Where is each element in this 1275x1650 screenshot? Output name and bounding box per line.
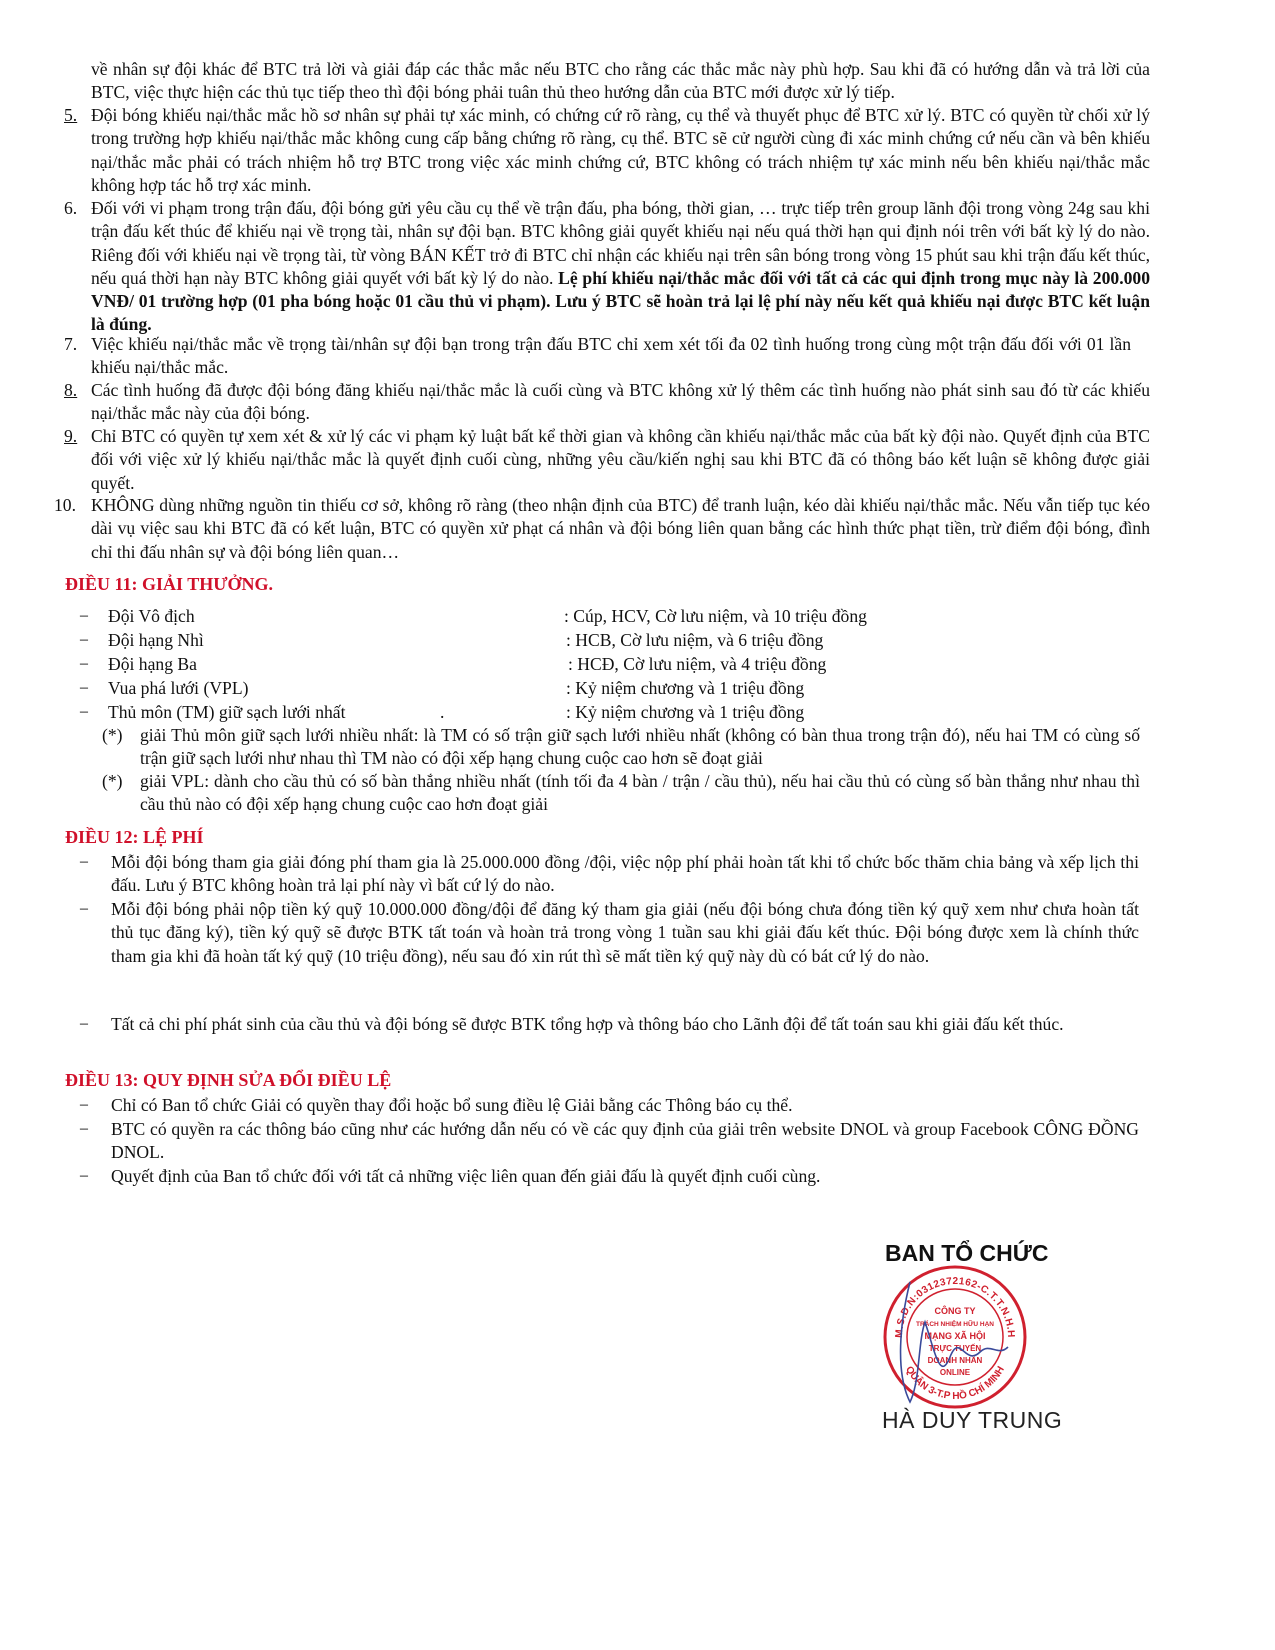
amendment-bullet: − — [79, 1119, 89, 1139]
rule-7-number: 7. — [64, 334, 78, 354]
amendment-bullet: − — [79, 1095, 89, 1115]
article-11-heading: ĐIỀU 11: GIẢI THƯỞNG. — [65, 574, 274, 594]
company-seal — [880, 1262, 1030, 1412]
fee-item: Mỗi đội bóng phải nộp tiền ký quỹ 10.000.000 đồng/đội để đăng ký tham gia giải (nếu đội bóng chưa đóng tiền ký quỹ xem như chưa hoàn tất thủ tục đăng ký), tiền ký quỹ sẽ được BTK tất toán và hoàn trả trong vòng 1 tuần sau khi giải đấu kết thúc. Đội bóng được xem là chính thức tham gia khi đã hoàn tất ký quỹ (10 triệu đồng), nếu sau đó xin rút thì sẽ mất tiền ký quỹ này dù có bát cứ lý do nào. — [111, 899, 1139, 966]
amendment-item: BTC có quyền ra các thông báo cũng như các hướng dẫn nếu có về các quy định của giải trên website DNOL và group Facebook CÔNG ĐỒNG DNOL. — [111, 1119, 1139, 1163]
organizer-title: BAN TỔ CHỨC — [885, 1240, 1049, 1266]
prize-bullet: − — [79, 606, 89, 626]
note-top-scorer: giải VPL: dành cho cầu thủ có số bàn thắng nhiều nhất (tính tối đa 4 bàn / trận / cầu thủ), nếu hai cầu thủ có cùng số bàn thắng như nhau thì cầu thủ nào có đội xếp hạng chung cuộc cao hơn đoạt giải — [140, 771, 1140, 815]
prize-bullet: − — [79, 702, 89, 722]
prize-bullet: − — [79, 678, 89, 698]
fee-item: Mỗi đội bóng tham gia giải đóng phí tham gia là 25.000.000 đồng /đội, việc nộp phí phải hoàn tất khi tổ chức bốc thăm chia bảng và xếp lịch thi đấu. Lưu ý BTC không hoàn trả lại phí này vì bất cứ lý do nào. — [111, 852, 1139, 896]
rule-6-text — [91, 197, 1150, 337]
rule-5-number: 5. — [64, 105, 78, 125]
rule-8-text: Các tình huống đã được đội bóng đăng khiếu nại/thắc mắc là cuối cùng và BTC không xử lý thêm các tình huống nào phát sinh sau đó từ các khiếu nại/thắc mắc này của đội bóng. — [91, 380, 1150, 424]
rule-8-number: 8. — [64, 380, 78, 400]
amendment-item: Chỉ có Ban tổ chức Giải có quyền thay đổi hoặc bổ sung điều lệ Giải bằng các Thông báo cụ thể. — [111, 1095, 793, 1115]
seal-line: TRÁCH NHIỆM HỮU HẠN — [916, 1321, 994, 1328]
prize-value: : HCB, Cờ lưu niệm, và 6 triệu đồng — [566, 630, 824, 650]
fee-bullet: − — [79, 852, 89, 872]
prize-bullet: − — [79, 654, 89, 674]
prize-name: Thủ môn (TM) giữ sạch lưới nhất — [108, 702, 346, 722]
prize-name: Vua phá lưới (VPL) — [108, 678, 249, 698]
note-goalkeeper: giải Thủ môn giữ sạch lưới nhiều nhất: là TM có số trận giữ sạch lưới nhiều nhất (không có bàn thua trong trận đó), nếu hai TM có cùng số trận giữ sạch lưới như nhau thì TM nào có đội xếp hạng chung cuộc cao hơn sẽ đoạt giải — [140, 725, 1140, 769]
fee-bullet: − — [79, 1014, 89, 1034]
amendment-bullet: − — [79, 1166, 89, 1186]
rule-10-number: 10. — [54, 495, 76, 515]
seal-line: ONLINE — [939, 1368, 971, 1377]
fee-bullet: − — [79, 899, 89, 919]
prize-value: : Kỷ niệm chương và 1 triệu đồng — [566, 678, 805, 698]
rule-5-text: Đội bóng khiếu nại/thắc mắc hồ sơ nhân sự phải tự xác minh, có chứng cứ rõ ràng, cụ thể và thuyết phục để BTC xử lý. BTC có quyền từ chối xử lý trong trường hợp khiếu nại/thắc mắc không cung cấp bằng chứng rõ ràng, cụ thể. BTC sẽ cử người cùng đi xác minh chứng cứ nếu cần và bên khiếu nại/thắc mắc phải có trách nhiệm hỗ trợ BTC trong việc xác minh chứng cứ, BTC không có trách nhiệm tự xác minh nếu bên khiếu nại/thắc mắc không hợp tác hỗ trợ xác minh. — [91, 105, 1150, 195]
rule-intro-paragraph: về nhân sự đội khác để BTC trả lời và giải đáp các thắc mắc nếu BTC cho rằng các thắc mắc này phù hợp. Sau khi đã có hướng dẫn và trả lời của BTC, việc thực hiện các thủ tục tiếp theo thì đội bóng phải tuân thủ theo hướng dẫn của BTC mới được xử lý tiếp. — [91, 59, 1150, 103]
article-13-heading: ĐIỀU 13: QUY ĐỊNH SỬA ĐỔI ĐIỀU LỆ — [65, 1070, 392, 1090]
rule-9-number: 9. — [64, 426, 78, 446]
prize-value: : Kỷ niệm chương và 1 triệu đồng — [566, 702, 805, 722]
rule-7-text: Việc khiếu nại/thắc mắc về trọng tài/nhân sự đội bạn trong trận đấu BTC chỉ xem xét tối đa 02 tình huống trong cùng một trận đấu đối với 01 lần khiếu nại/thắc mắc. — [91, 334, 1131, 378]
seal-line: MẠNG XÃ HỘI — [924, 1331, 986, 1341]
prize-name: Đội hạng Nhì — [108, 630, 204, 650]
rule-6-body: Đối với vi phạm trong trận đấu, đội bóng gửi yêu cầu cụ thể về trận đấu, pha bóng, thời gian, … trực tiếp trên group lãnh đội trong vòng 24g sau khi trận đấu kết thúc để khiếu nại về trọng tài, nhân sự đội bạn. BTC không giải quyết khiếu nại nếu quá thời hạn qui định nói trên với bất kỳ lý do nào. Riêng đối với khiếu nại về trọng tài, từ vòng BÁN KẾT trở đi BTC chỉ nhận các khiếu nại trên sân bóng trong vòng 15 phút sau khi trận đấu kết thúc, nếu quá thời hạn này BTC không giải quyết với bất kỳ lý do nào. — [91, 198, 1150, 288]
prize-name: Đội hạng Ba — [108, 654, 197, 674]
fee-item: Tất cả chi phí phát sinh của cầu thủ và đội bóng sẽ được BTK tổng hợp và thông báo cho Lãnh đội để tất toán sau khi giải đấu kết thúc. — [111, 1014, 1064, 1034]
prize-value: : HCĐ, Cờ lưu niệm, và 4 triệu đồng — [568, 654, 827, 674]
prize-name: Đội Vô địch — [108, 606, 195, 626]
rule-6-number: 6. — [64, 198, 78, 218]
prize-bullet: − — [79, 630, 89, 650]
seal-line: CÔNG TY — [934, 1306, 976, 1316]
seal-line: TRỰC TUYẾN — [928, 1344, 982, 1353]
article-12-heading: ĐIỀU 12: LỆ PHÍ — [65, 827, 204, 847]
note-mark: (*) — [102, 771, 123, 791]
seal-top-text: M.S.D.N:0312372162-C.T.T.N.H.H — [893, 1275, 1017, 1339]
amendment-item: Quyết định của Ban tổ chức đối với tất cả những việc liên quan đến giải đấu là quyết định cuối cùng. — [111, 1166, 821, 1186]
rule-9-text: Chỉ BTC có quyền tự xem xét & xử lý các vi phạm kỷ luật bất kể thời gian và không cần khiếu nại/thắc mắc của bất kỳ đội nào. Quyết định của BTC đối với việc xử lý khiếu nại/thắc mắc là quyết định cuối cùng, những yêu cầu/kiến nghị sau khi BTC đã có thông báo kết luận sẽ không được giải quyết. — [91, 426, 1150, 493]
prize-dot: . — [440, 702, 445, 722]
seal-line: DOANH NHÂN — [927, 1356, 983, 1365]
prize-value: : Cúp, HCV, Cờ lưu niệm, và 10 triệu đồng — [564, 606, 867, 626]
rule-10-text: KHÔNG dùng những nguồn tin thiếu cơ sở, không rõ ràng (theo nhận định của BTC) để tranh luận, kéo dài khiếu nại/thắc mắc. Nếu vẫn tiếp tục kéo dài vụ việc sau khi BTC đã có kết luận, BTC có quyền xử phạt cá nhân và đội bóng liên quan bằng các hình thức phạt tiền, trừ điểm đội bóng, đình chỉ thi đấu nhân sự và đội bóng liên quan… — [91, 495, 1150, 562]
signer-name: HÀ DUY TRUNG — [882, 1407, 1063, 1433]
seal-bottom-text: QUẬN 3-T.P HỒ CHÍ MINH — [903, 1364, 1007, 1403]
note-mark: (*) — [102, 725, 123, 745]
rule-6-fee-bold: Lệ phí khiếu nại/thắc mắc đối với tất cả các qui định trong mục này là 200.000 VNĐ/ 01 trường hợp (01 pha bóng hoặc 01 cầu thủ vi phạm). Lưu ý BTC sẽ hoàn trả lại lệ phí này nếu kết quả khiếu nại được BTC kết luận là đúng. — [91, 267, 1150, 335]
